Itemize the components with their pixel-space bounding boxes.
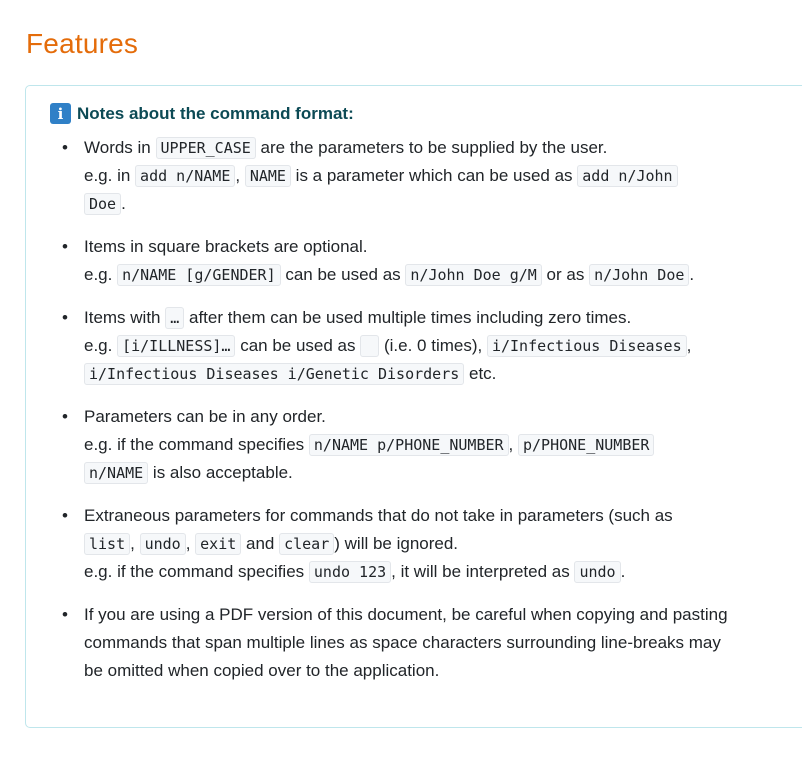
note-text: etc. bbox=[464, 364, 497, 383]
note-text: . bbox=[121, 194, 126, 213]
note-line bbox=[84, 261, 802, 289]
inline-code: [i/ILLNESS]… bbox=[117, 335, 235, 357]
inline-code: exit bbox=[195, 533, 241, 555]
note-text: and bbox=[241, 534, 280, 553]
note-line bbox=[84, 304, 802, 332]
callout-title bbox=[50, 103, 354, 124]
note-line bbox=[84, 162, 802, 190]
note-line bbox=[84, 601, 802, 629]
inline-code: n/John Doe bbox=[589, 264, 689, 286]
note-line bbox=[84, 431, 802, 459]
note-text: , bbox=[185, 534, 196, 553]
inline-code: n/John Doe g/M bbox=[405, 264, 541, 286]
note-item bbox=[26, 403, 802, 487]
inline-code: undo 123 bbox=[309, 561, 391, 583]
notes-list bbox=[26, 134, 802, 700]
note-text: can be used as bbox=[280, 265, 406, 284]
note-text: e.g. if the command specifies bbox=[84, 435, 309, 454]
callout-title-text: Notes about the command format: bbox=[77, 103, 354, 123]
note-text: Words in bbox=[84, 138, 156, 157]
inline-code: i/Infectious Diseases bbox=[487, 335, 687, 357]
note-line bbox=[84, 190, 802, 218]
note-text: e.g. in bbox=[84, 166, 136, 185]
note-text: , bbox=[235, 166, 245, 185]
note-text: e.g. if the command specifies bbox=[84, 562, 309, 581]
note-text: , it will be interpreted as bbox=[391, 562, 575, 581]
note-line bbox=[84, 502, 802, 530]
note-text: or as bbox=[541, 265, 590, 284]
note-line bbox=[84, 332, 802, 360]
inline-code: n/NAME bbox=[84, 462, 148, 484]
note-item bbox=[26, 134, 802, 218]
note-line bbox=[84, 459, 802, 487]
note-text: e.g. bbox=[84, 265, 118, 284]
info-icon: i bbox=[50, 103, 71, 124]
inline-code: clear bbox=[279, 533, 334, 555]
note-text: Items with bbox=[84, 308, 166, 327]
note-text: , bbox=[130, 534, 140, 553]
note-text: (i.e. 0 times), bbox=[379, 336, 487, 355]
inline-code: add n/John bbox=[577, 165, 677, 187]
note-text: be omitted when copied over to the application. bbox=[84, 661, 440, 680]
note-text: are the parameters to be supplied by the user. bbox=[255, 138, 608, 157]
note-text: Items in square brackets are optional. bbox=[84, 237, 368, 256]
inline-code: n/NAME p/PHONE_NUMBER bbox=[309, 434, 509, 456]
inline-code: NAME bbox=[245, 165, 291, 187]
note-line bbox=[84, 657, 802, 685]
inline-code: add n/NAME bbox=[135, 165, 235, 187]
note-item bbox=[26, 304, 802, 388]
note-item bbox=[26, 233, 802, 289]
inline-code: … bbox=[165, 307, 184, 329]
note-line bbox=[84, 233, 802, 261]
note-text: can be used as bbox=[235, 336, 361, 355]
inline-code: Doe bbox=[84, 193, 121, 215]
note-text: is a parameter which can be used as bbox=[290, 166, 578, 185]
notes-callout bbox=[25, 85, 802, 728]
note-line bbox=[84, 403, 802, 431]
note-line bbox=[84, 530, 802, 558]
note-item bbox=[26, 502, 802, 586]
inline-code: UPPER_CASE bbox=[156, 137, 256, 159]
inline-code: undo bbox=[574, 561, 620, 583]
inline-code: p/PHONE_NUMBER bbox=[518, 434, 654, 456]
inline-code: list bbox=[84, 533, 130, 555]
note-line bbox=[84, 360, 802, 388]
note-text: , bbox=[686, 336, 692, 355]
inline-code bbox=[360, 335, 379, 357]
note-text: Parameters can be in any order. bbox=[84, 407, 326, 426]
note-item bbox=[26, 601, 802, 685]
note-line bbox=[84, 134, 802, 162]
note-line bbox=[84, 558, 802, 586]
note-text: Extraneous parameters for commands that do not take in parameters (such as bbox=[84, 506, 673, 525]
note-line bbox=[84, 629, 802, 657]
note-text: , bbox=[508, 435, 518, 454]
inline-code: n/NAME [g/GENDER] bbox=[117, 264, 281, 286]
note-text: e.g. bbox=[84, 336, 118, 355]
section-heading: Features bbox=[26, 28, 139, 59]
note-text: is also acceptable. bbox=[148, 463, 293, 482]
inline-code: undo bbox=[140, 533, 186, 555]
note-text: . bbox=[620, 562, 626, 581]
note-text: . bbox=[689, 265, 695, 284]
note-text: after them can be used multiple times including zero times. bbox=[184, 308, 632, 327]
inline-code: i/Infectious Diseases i/Genetic Disorders bbox=[84, 363, 464, 385]
note-text: If you are using a PDF version of this document, be careful when copying and pasting bbox=[84, 605, 728, 624]
note-text: commands that span multiple lines as space characters surrounding line-breaks may bbox=[84, 633, 721, 652]
note-text: ) will be ignored. bbox=[334, 534, 459, 553]
